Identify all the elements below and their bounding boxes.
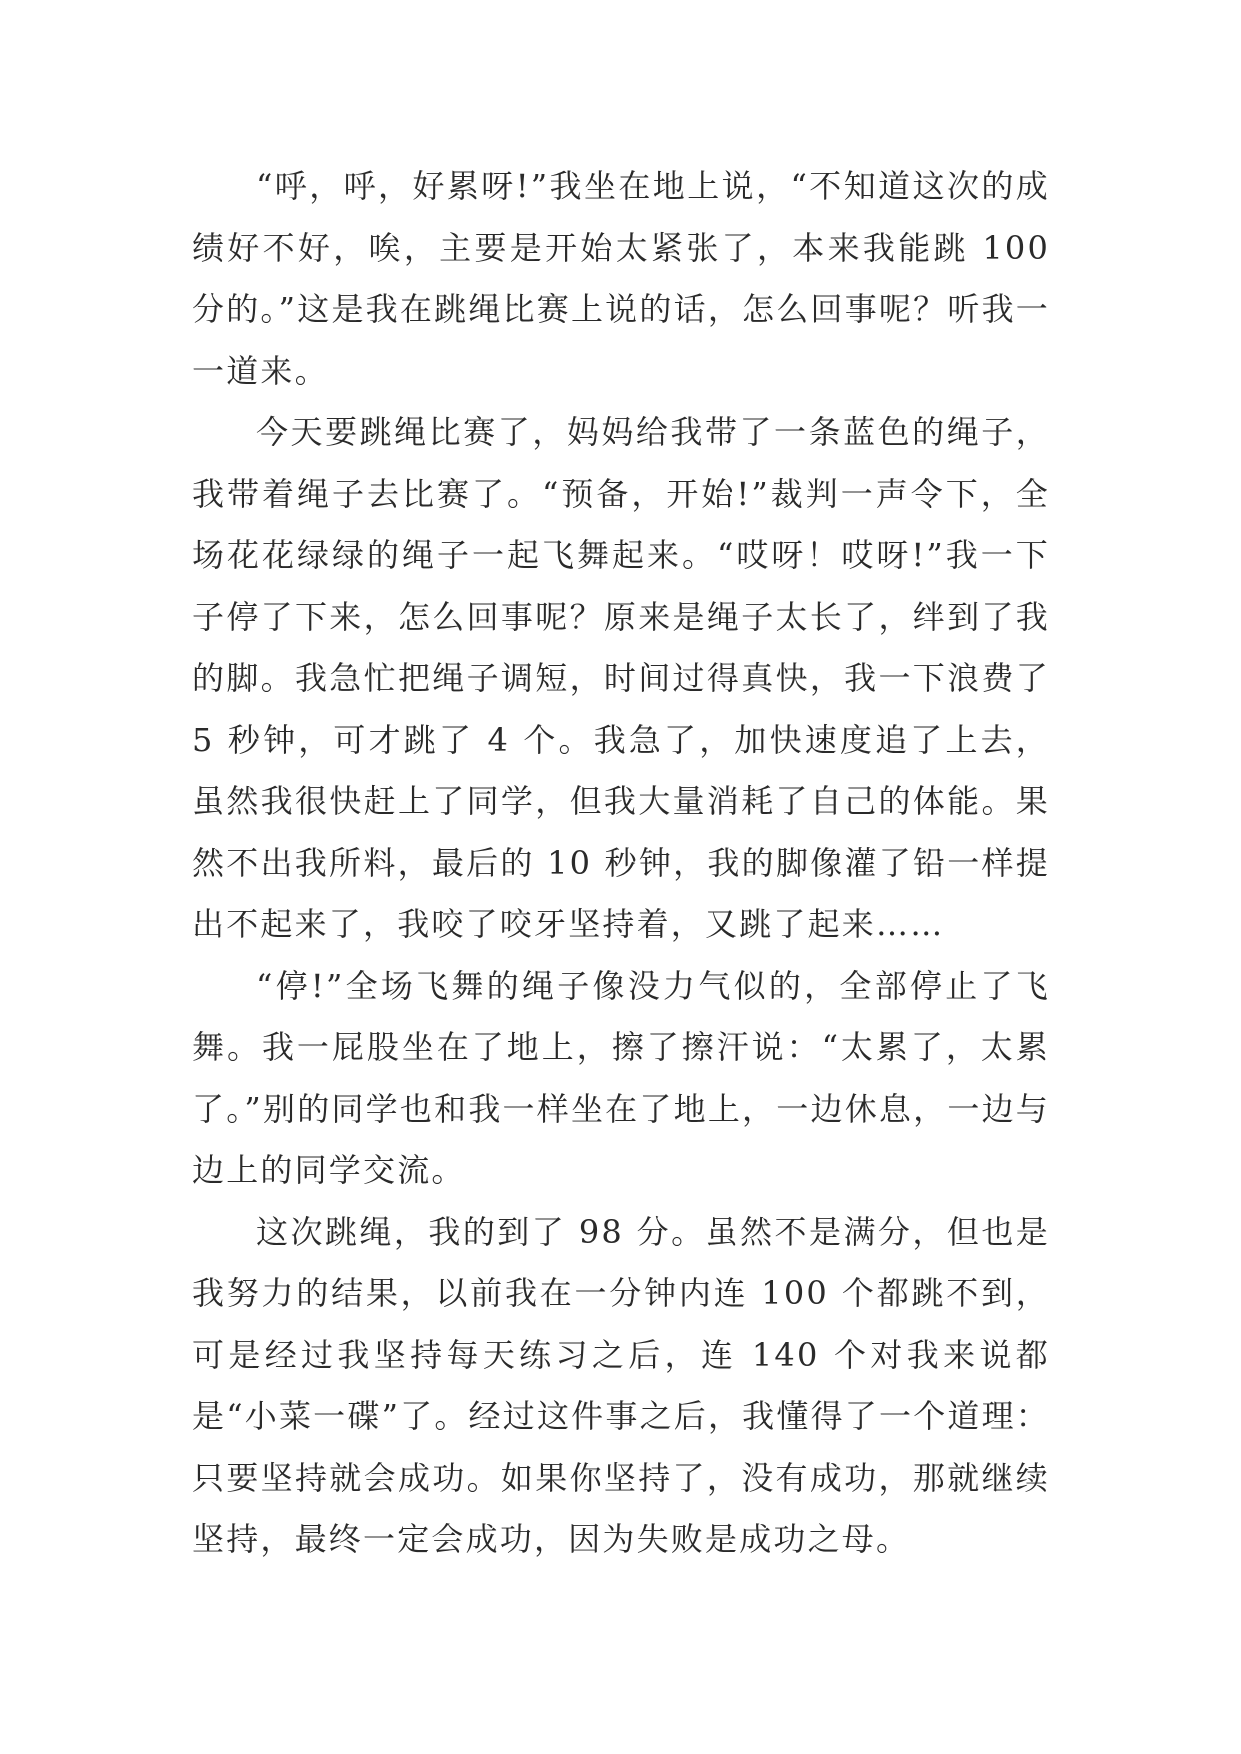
paragraph-1: “呼，呼，好累呀!”我坐在地上说，“不知道这次的成绩好不好，唉，主要是开始太紧张了，本来我能跳 100 分的。”这是我在跳绳比赛上说的话，怎么回事呢？听我一一道来。 [192, 167, 1050, 390]
document-body [192, 156, 1050, 1571]
paragraph-2: 今天要跳绳比赛了，妈妈给我带了一条蓝色的绳子，我带着绳子去比赛了。“预备，开始!”裁判一声令下，全场花花绿绿的绳子一起飞舞起来。“哎呀！哎呀!”我一下子停了下来，怎么回事呢？原来是绳子太长了，绊到了我的脚。我急忙把绳子调短，时间过得真快，我一下浪费了 5 秒钟，可才跳了 4 个。我急了，加快速度追了上去，虽然我很快赶上了同学，但我大量消耗了自己的体能。果然不出我所料，最后的 10 秒钟，我的脚像灌了铅一样提出不起来了，我咬了咬牙坚持着，又跳了起来…… [192, 413, 1050, 943]
paragraph-3: “停!”全场飞舞的绳子像没力气似的，全部停止了飞舞。我一屁股坐在了地上，擦了擦汗说：“太累了，太累了。”别的同学也和我一样坐在了地上，一边休息，一边与边上的同学交流。 [192, 966, 1050, 1189]
paragraph-4: 这次跳绳，我的到了 98 分。虽然不是满分，但也是我努力的结果，以前我在一分钟内连 100 个都跳不到，可是经过我坚持每天练习之后，连 140 个对我来说都是“小菜一碟”了。经过这件事之后，我懂得了一个道理：只要坚持就会成功。如果你坚持了，没有成功，那就继续坚持，最终一定会成功，因为失败是成功之母。 [192, 1212, 1050, 1558]
